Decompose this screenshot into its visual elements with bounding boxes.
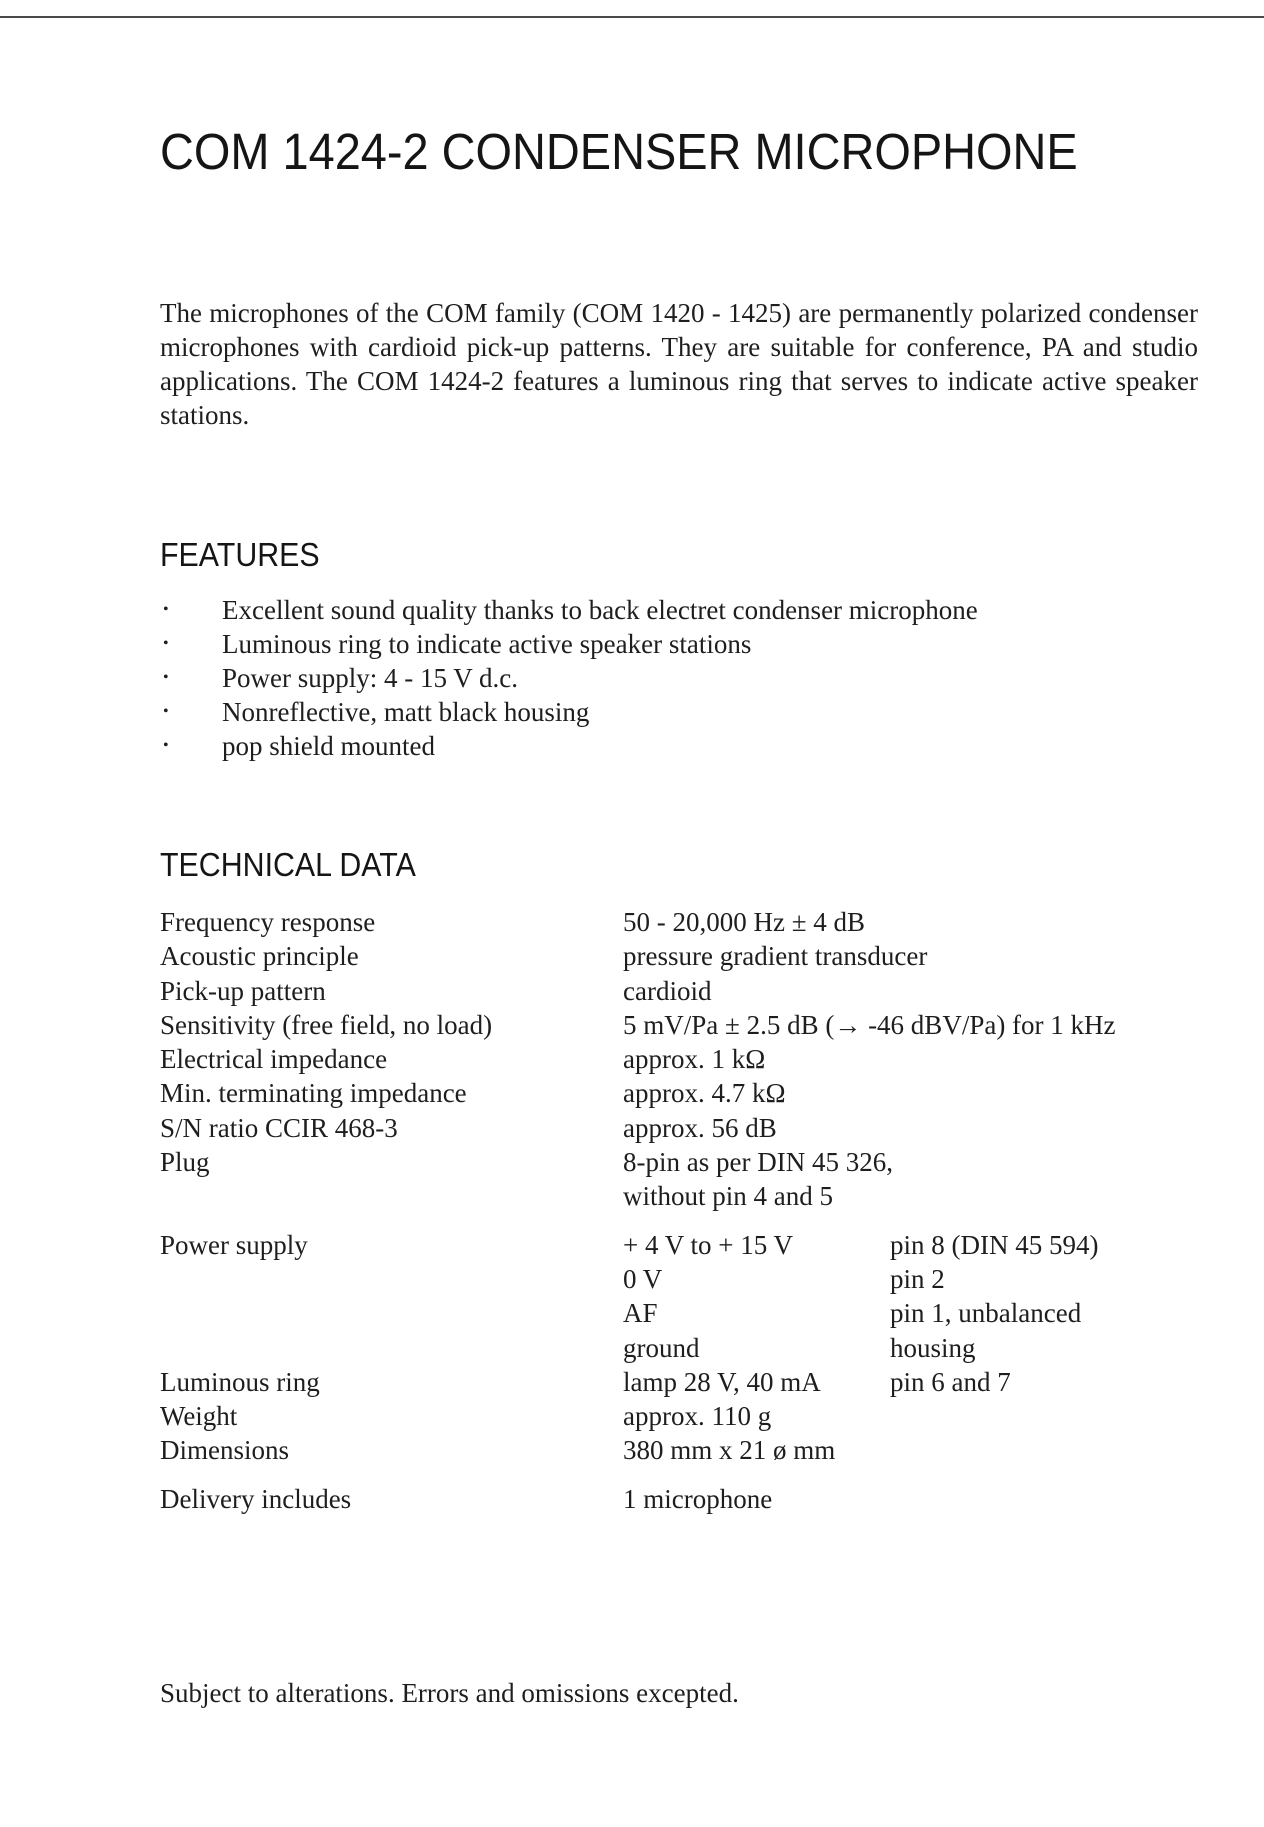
- spec-value: 1 microphone: [623, 1483, 773, 1514]
- spec-label: Power supply: [160, 1229, 308, 1260]
- spec-value: + 4 V to + 15 V: [623, 1229, 793, 1260]
- table-row: [160, 1228, 1116, 1262]
- bullet-icon: •: [163, 703, 169, 720]
- table-row: [160, 1179, 1116, 1213]
- footer-note: Subject to alterations. Errors and omissions excepted.: [160, 1678, 739, 1708]
- table-row: [160, 1433, 1116, 1467]
- spec-value: ground: [623, 1332, 700, 1363]
- spec-label: Electrical impedance: [160, 1044, 388, 1075]
- table-row: [160, 939, 1116, 973]
- spec-value: approx. 1 kΩ: [623, 1044, 766, 1075]
- spec-value: approx. 4.7 kΩ: [623, 1078, 786, 1109]
- table-row: [160, 1008, 1116, 1042]
- pin-value: pin 1, unbalanced: [890, 1298, 1082, 1329]
- list-item: • Nonreflective, matt black housing: [163, 697, 590, 727]
- table-row: [160, 1296, 1116, 1330]
- spec-label: [160, 1179, 623, 1213]
- spec-label: Sensitivity (free field, no load): [160, 1009, 493, 1040]
- spec-value: 5 mV/Pa ± 2.5 dB (→ -46 dBV/Pa) for 1 kHz: [623, 1009, 1116, 1040]
- spec-value: without pin 4 and 5: [623, 1181, 833, 1212]
- spec-value: cardioid: [623, 975, 712, 1006]
- row-spacer: [160, 1214, 1116, 1228]
- spec-value: AF: [623, 1298, 658, 1329]
- table-row: [160, 1076, 1116, 1110]
- page-title: COM 1424-2 CONDENSER MICROPHONE: [160, 123, 1078, 180]
- spec-value: approx. 110 g: [623, 1401, 772, 1432]
- spec-value: 380 mm x 21 ø mm: [623, 1435, 836, 1466]
- table-row: [160, 1111, 1116, 1145]
- table-row: [160, 905, 1116, 939]
- table-row: [160, 1262, 1116, 1296]
- spec-value: approx. 56 dB: [623, 1112, 777, 1143]
- features-list: [160, 593, 978, 763]
- pin-value: pin 8 (DIN 45 594): [890, 1229, 1099, 1260]
- spec-label: Pick-up pattern: [160, 975, 326, 1006]
- spec-value: 8-pin as per DIN 45 326,: [623, 1147, 893, 1178]
- table-row: [160, 1482, 1116, 1516]
- table-row: [160, 1145, 1116, 1179]
- bullet-icon: •: [163, 669, 169, 686]
- table-row: [160, 1365, 1116, 1399]
- technical-data-heading: TECHNICAL DATA: [160, 846, 416, 883]
- table-row: [160, 974, 1116, 1008]
- list-item: • Luminous ring to indicate active speaker stations: [163, 629, 752, 659]
- table-row: [160, 1042, 1116, 1076]
- bullet-icon: •: [163, 601, 169, 618]
- table-row: [160, 1399, 1116, 1433]
- list-item: • Power supply: 4 - 15 V d.c.: [163, 663, 518, 693]
- spec-label: Plug: [160, 1147, 210, 1178]
- spec-value: 0 V: [623, 1263, 663, 1294]
- spec-label: Min. terminating impedance: [160, 1078, 467, 1109]
- pin-value: housing: [890, 1332, 976, 1363]
- list-item: • pop shield mounted: [163, 731, 435, 761]
- spec-label: Frequency response: [160, 907, 376, 937]
- row-spacer: [160, 1468, 1116, 1482]
- spec-label: Delivery includes: [160, 1483, 352, 1514]
- pin-value: pin 6 and 7: [890, 1366, 1011, 1397]
- technical-data-table: [160, 905, 1116, 1516]
- pin-value: pin 2: [890, 1263, 945, 1294]
- spec-value: lamp 28 V, 40 mA: [623, 1366, 821, 1397]
- bullet-icon: •: [163, 635, 169, 652]
- spec-label: Dimensions: [160, 1435, 290, 1466]
- list-item: • Excellent sound quality thanks to back electret condenser microphone: [163, 595, 978, 625]
- intro-paragraph: The microphones of the COM family (COM 1420 - 1425) are permanently polarized condenser microphones with cardioid pick-up patterns. They are suitable for conference, PA and studio applications. The COM 1424-2 features a luminous ring that serves to indicate active speaker stations.: [160, 298, 1198, 430]
- table-row: [160, 1331, 1116, 1365]
- spec-label: S/N ratio CCIR 468-3: [160, 1112, 398, 1143]
- spec-value: 50 - 20,000 Hz ± 4 dB: [623, 907, 866, 937]
- top-rule: [0, 16, 1264, 18]
- bullet-icon: •: [163, 737, 169, 754]
- spec-value: pressure gradient transducer: [623, 941, 928, 972]
- spec-label: Acoustic principle: [160, 941, 359, 972]
- spec-label: Weight: [160, 1401, 238, 1432]
- spec-label: Luminous ring: [160, 1366, 320, 1397]
- features-heading: FEATURES: [160, 536, 320, 573]
